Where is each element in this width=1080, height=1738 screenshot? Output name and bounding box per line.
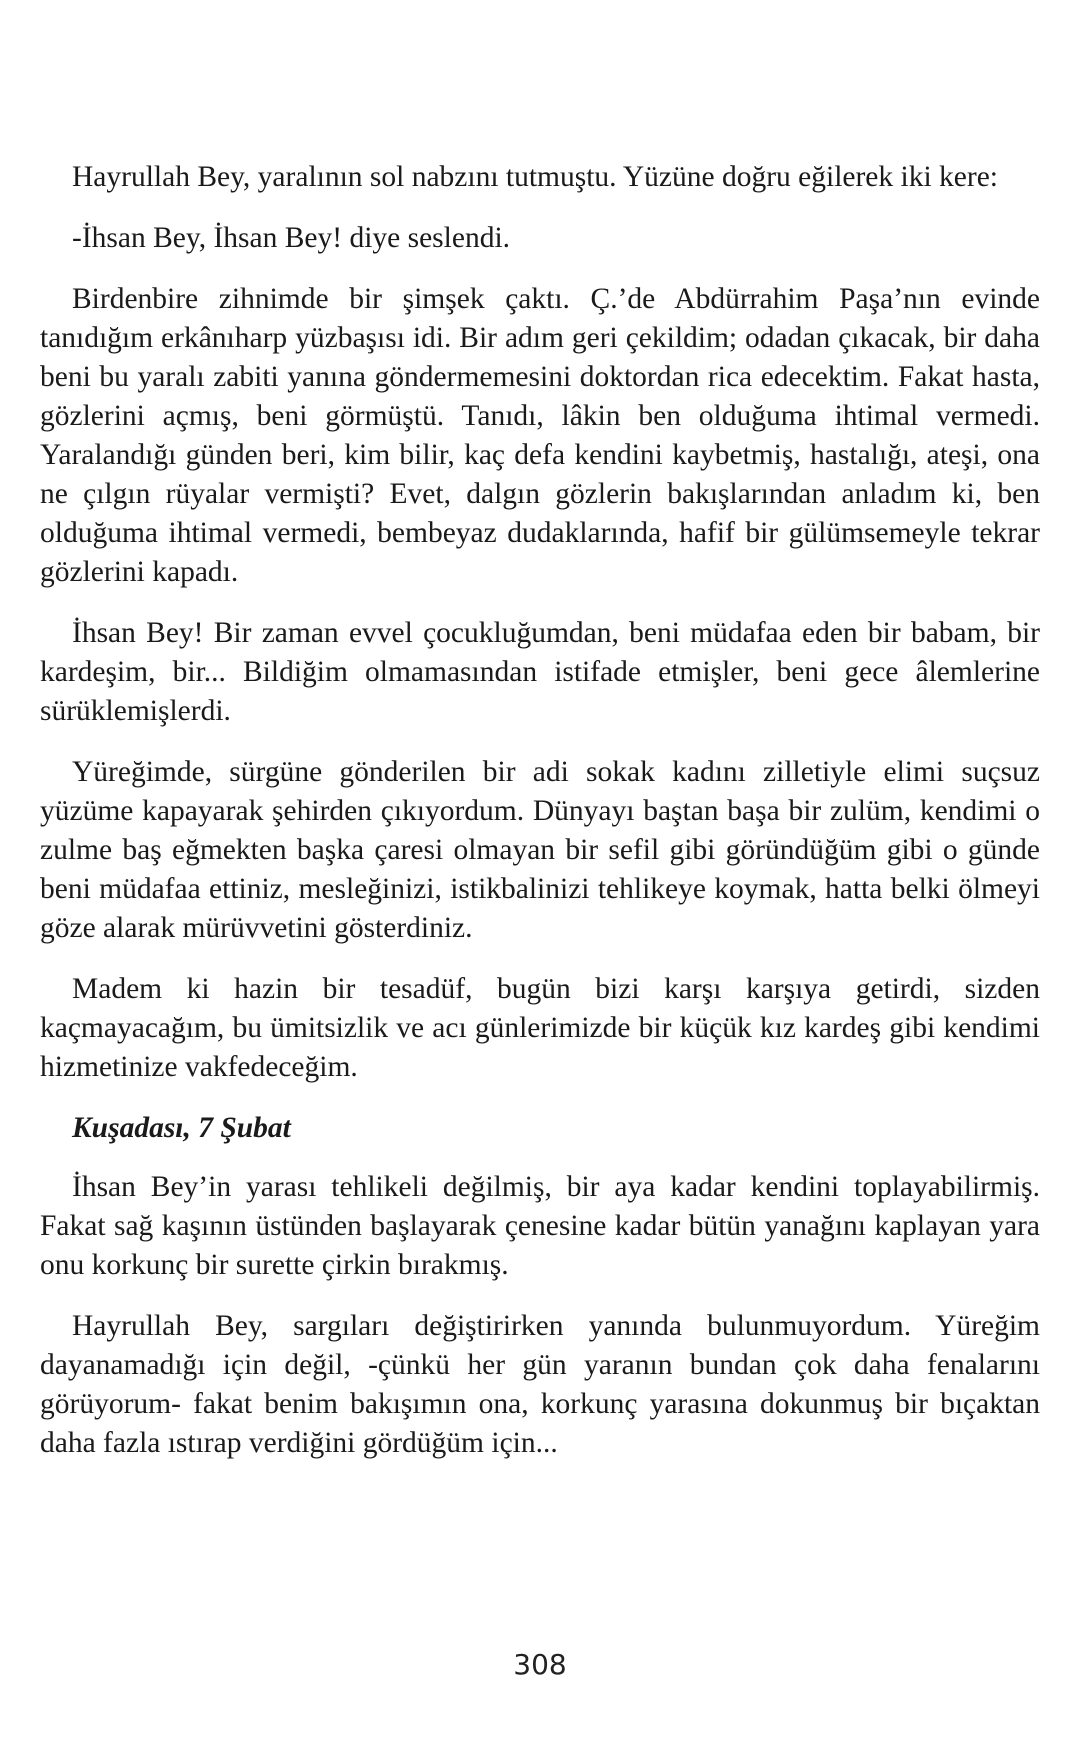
section-heading: Kuşadası, 7 Şubat [72, 1112, 291, 1144]
paragraph: İhsan Bey’in yarası tehlikeli değilmiş, bir aya kadar kendini toplayabilirmiş. Fakat sağ kaşının üstünden başlayarak çenesine kadar bütün yanağını kaplayan yara onu korkunç bir surette çirkin bırakmış. [40, 1171, 1040, 1281]
paragraph: Madem ki hazin bir tesadüf, bugün bizi karşı karşıya getirdi, sizden kaçmayacağım, bu ümitsizlik ve acı günlerimizde bir küçük kız kardeş gibi kendimi hizmetinize vakfedeceğim. [40, 973, 1040, 1083]
paragraph: İhsan Bey! Bir zaman evvel çocukluğumdan, beni müdafaa eden bir babam, bir kardeşim, bir... Bildiğim olmamasından istifade etmişler, beni gece âlemlerine sürüklemişlerdi. [40, 617, 1040, 727]
paragraph: -İhsan Bey, İhsan Bey! diye seslendi. [72, 222, 511, 254]
paragraph: Birdenbire zihnimde bir şimşek çaktı. Ç.’de Abdürrahim Paşa’nın evinde tanıdığım erkânıharp yüzbaşısı idi. Bir adım geri çekildim; odadan çıkacak, bir daha beni bu yaralı zabiti yanına göndermemesini doktordan rica edecektim. Fakat hasta, gözlerini açmış, beni görmüştü. Tanıdı, lâkin ben olduğuma ihtimal vermedi. Yaralandığı günden beri, kim bilir, kaç defa kendini kaybetmiş, hastalığı, ateşi, ona ne çılgın rüyalar vermişti? Evet, dalgın gözlerin bakışlarından anladım ki, ben olduğuma ihtimal vermedi, bembeyaz dudaklarında, hafif bir gülümsemeyle tekrar gözlerini kapadı. [40, 283, 1040, 588]
paragraph: Hayrullah Bey, yaralının sol nabzını tutmuştu. Yüzüne doğru eğilerek iki kere: [72, 161, 998, 193]
page-number: 308 [513, 1648, 567, 1681]
page-body [40, 158, 1040, 1485]
paragraph: Hayrullah Bey, sargıları değiştirirken yanında bulunmuyordum. Yüreğim dayanamadığı için değil, -çünkü her gün yaranın bundan çok daha fenalarını görüyorum- fakat benim bakışımın ona, korkunç yarasına dokunmuş bir bıçaktan daha fazla ıstırap verdiğini gördüğüm için... [40, 1310, 1040, 1459]
paragraph: Yüreğimde, sürgüne gönderilen bir adi sokak kadını zilletiyle elimi suçsuz yüzüme kapayarak şehirden çıkıyordum. Dünyayı baştan başa bir zulüm, kendimi o zulme baş eğmekten başka çaresi olmayan bir sefil gibi göründüğüm gibi o günde beni müdafaa ettiniz, mesleğinizi, istikbalinizi tehlikeye koymak, hatta belki ölmeyi göze alarak mürüvvetini gösterdiniz. [40, 756, 1040, 944]
